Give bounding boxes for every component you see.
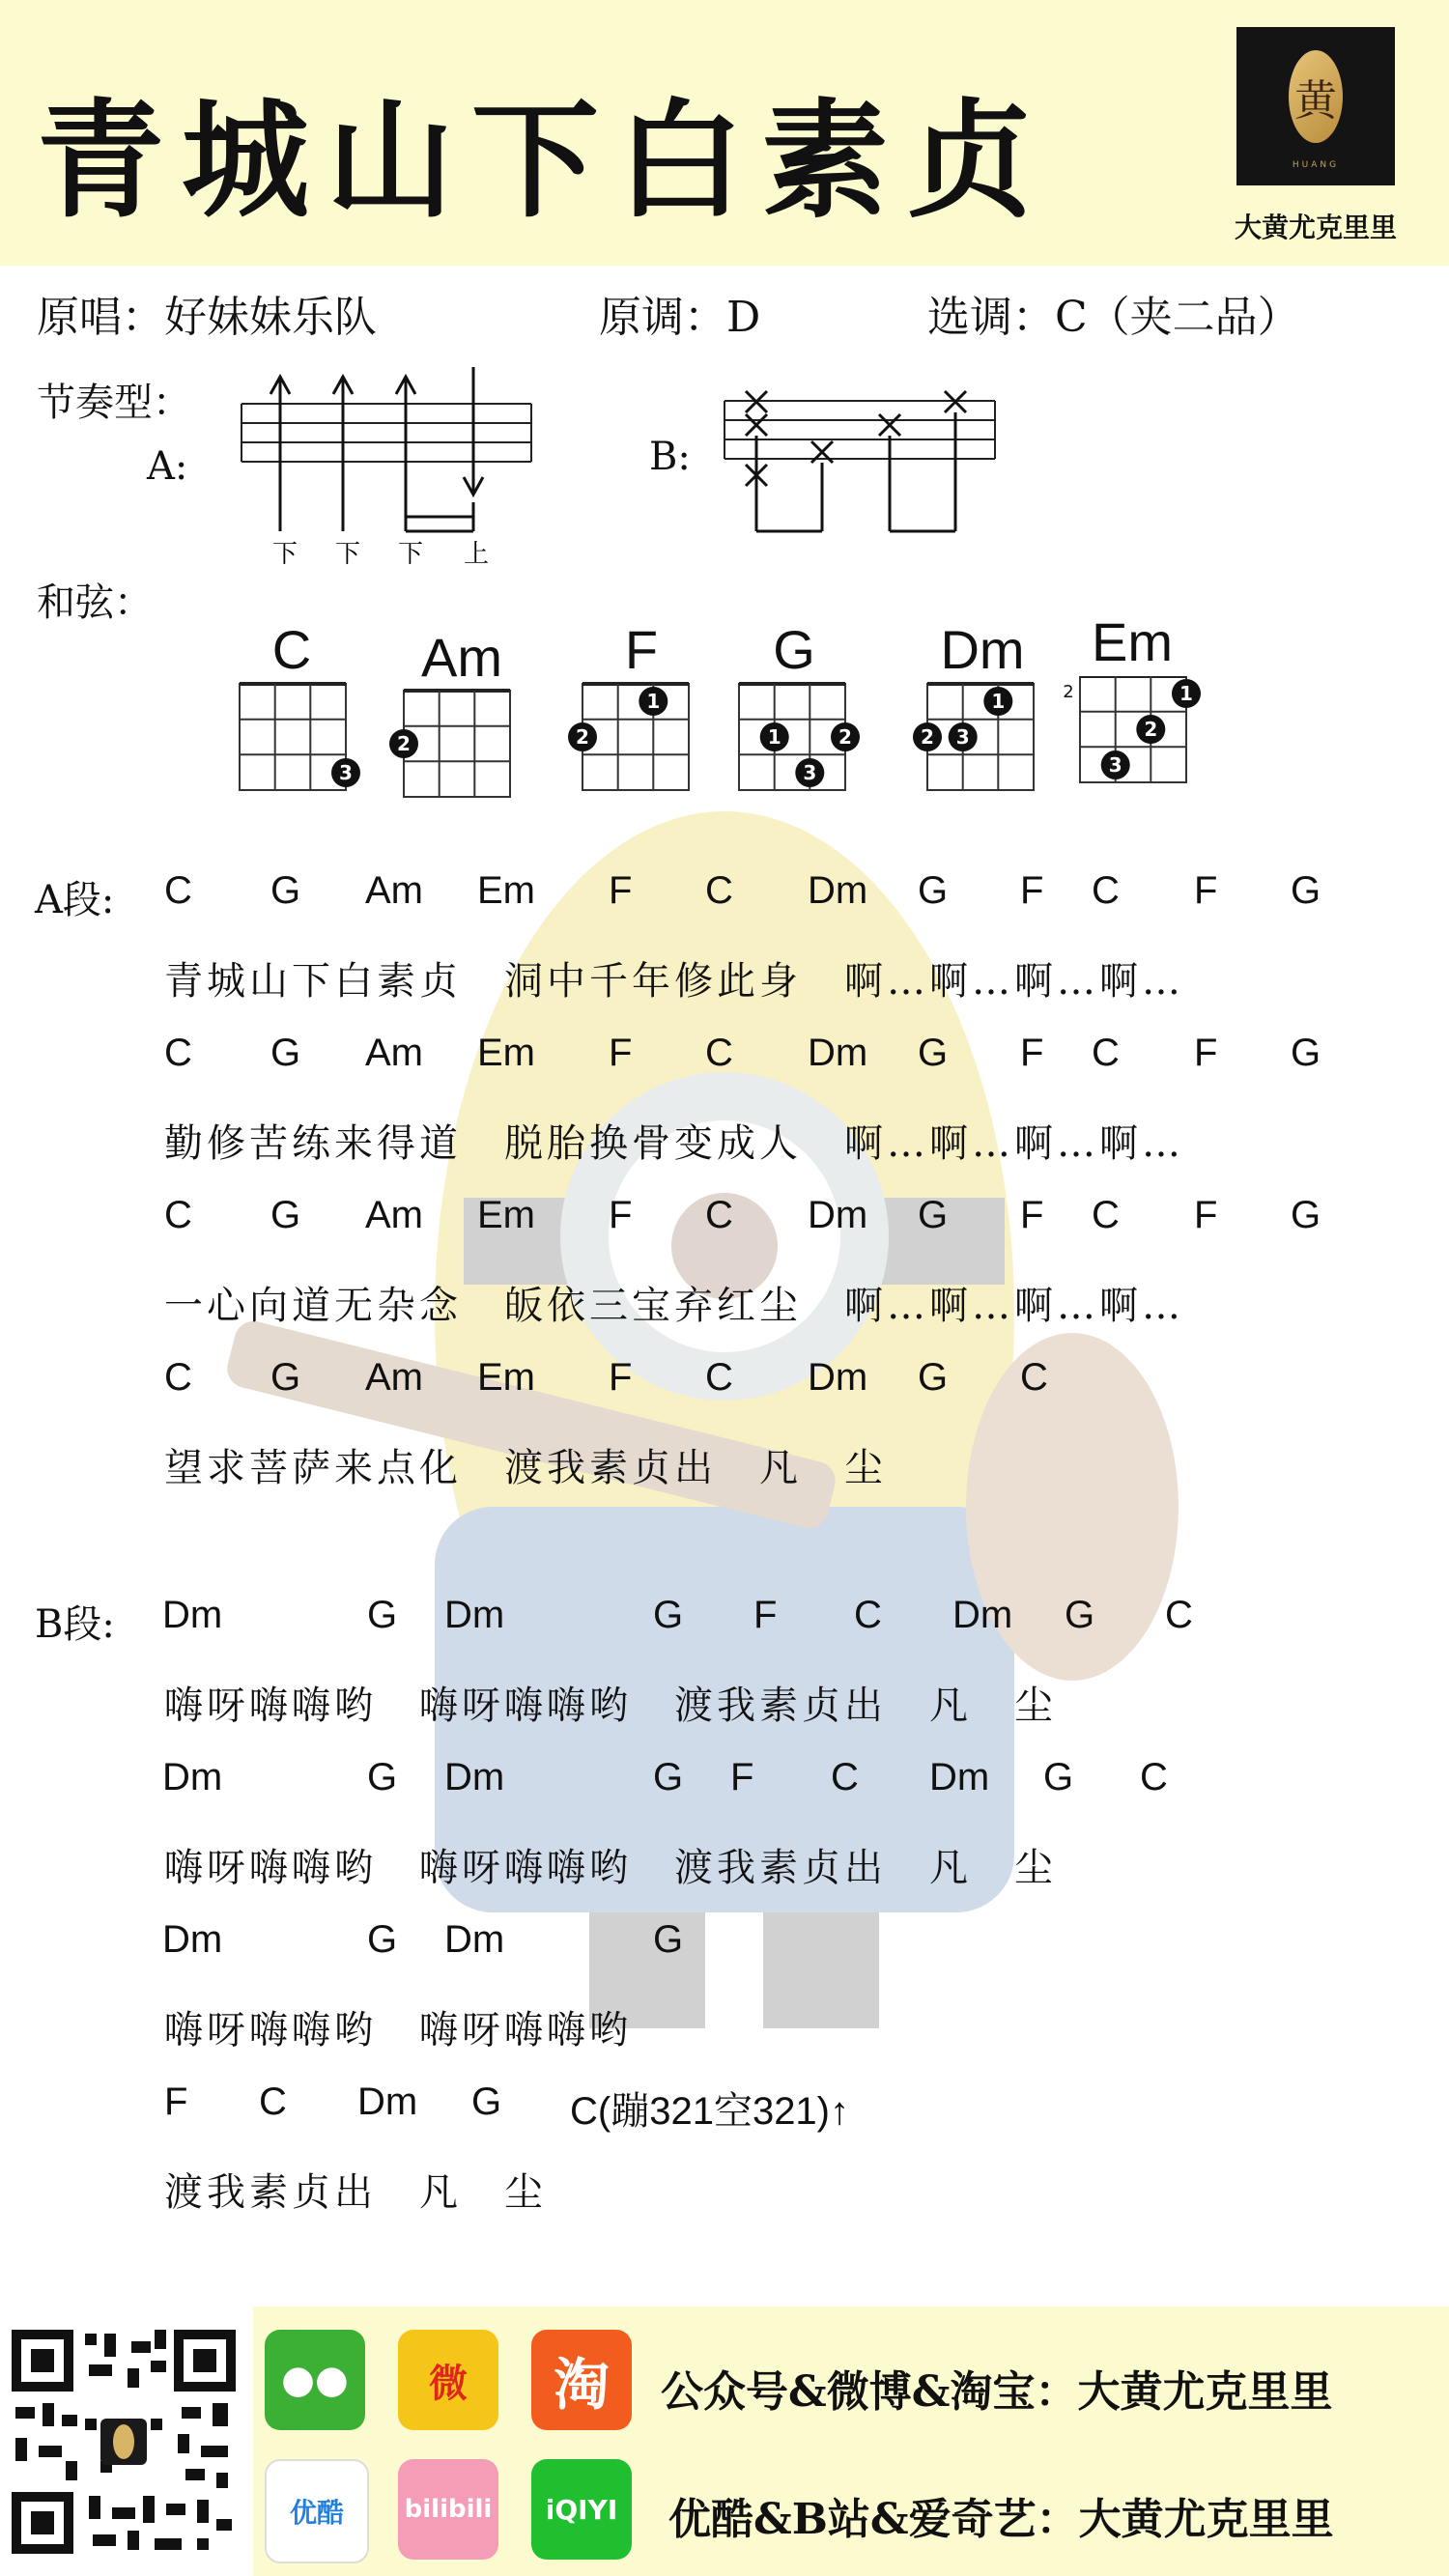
section-b-chord: G	[367, 1594, 398, 1636]
section-b-chord: Dm	[357, 2081, 418, 2123]
section-a-chord: G	[1291, 869, 1321, 912]
section-b-chord: Dm	[444, 1594, 505, 1636]
section-a-chord: C	[164, 1032, 192, 1074]
section-a-chord: F	[609, 869, 633, 912]
rhythm-a-label: A:	[147, 444, 188, 489]
chord-name-em: Em	[1092, 611, 1173, 672]
stroke-label-4: 上	[464, 540, 490, 569]
section-b-chord: Dm	[162, 1756, 223, 1798]
em-fret-marker: 2	[1063, 682, 1074, 702]
section-a-lyric-line: 望求菩萨来点化 渡我素贞出 凡 尘	[164, 1446, 887, 1490]
section-a-chord: F	[1194, 1194, 1218, 1236]
rhythm-b-label: B:	[649, 435, 691, 479]
chord-name-dm: Dm	[940, 619, 1025, 680]
section-b-chord: F	[164, 2081, 188, 2123]
section-b-lyric-line: 嗨呀嗨嗨哟 嗨呀嗨嗨哟 渡我素贞出 凡 尘	[164, 1846, 1057, 1890]
finger-f-2: 2	[576, 725, 589, 749]
chord-diagram-g	[739, 684, 860, 790]
chord-name-g: G	[773, 619, 815, 680]
section-a-label: A段:	[35, 878, 115, 922]
section-a-chord: C	[164, 1356, 192, 1399]
wechat-icon[interactable]	[265, 2330, 365, 2430]
section-a-chord: G	[918, 869, 949, 912]
section-b-chord: Dm	[444, 1918, 505, 1961]
section-a-chord: Am	[365, 1032, 423, 1074]
rhythm-pattern-b	[715, 372, 1005, 546]
section-b-chord: G	[471, 2081, 502, 2123]
finger-c-3: 3	[339, 761, 353, 784]
section-a-chord: C	[705, 1032, 733, 1074]
section-a-chord: F	[1020, 869, 1044, 912]
qr-code	[8, 2326, 240, 2558]
chord-diagram-c	[240, 684, 360, 790]
section-a-chord: G	[1291, 1032, 1321, 1074]
chord-name-am: Am	[421, 627, 502, 688]
section-b-chord: G	[367, 1756, 398, 1798]
chord-diagram-am	[389, 691, 510, 797]
section-b-chord: G	[653, 1756, 684, 1798]
section-a-chord: Am	[365, 1356, 423, 1399]
section-b-chord: C	[1140, 1756, 1168, 1798]
iqiyi-icon-glyph: iQIYI	[545, 2493, 618, 2526]
section-a-lyric-line: 青城山下白素贞 洞中千年修此身 啊…啊…啊…啊…	[164, 959, 1184, 1004]
section-b-chord: C	[854, 1594, 882, 1636]
weibo-icon[interactable]	[398, 2330, 498, 2430]
section-b-chord: C	[831, 1756, 859, 1798]
section-b-lyric-line: 渡我素贞出 凡 尘	[164, 2170, 547, 2215]
section-b-chord: C(蹦321空321)↑	[570, 2090, 850, 2133]
section-a-lyric-line: 一心向道无杂念 皈依三宝弃红尘 啊…啊…啊…啊…	[164, 1284, 1184, 1328]
section-a-chord: C	[1092, 1194, 1120, 1236]
section-a-chord: Dm	[808, 1032, 868, 1074]
section-a-chord: F	[1194, 869, 1218, 912]
chosen-key: 选调：C（夹二品）	[927, 293, 1300, 342]
section-a-chord: C	[1092, 869, 1120, 912]
brand-logo	[1236, 27, 1395, 185]
section-a-chord: F	[1194, 1032, 1218, 1074]
brand-logo-emblem: 黄	[1289, 50, 1343, 143]
section-b-chord: Dm	[162, 1918, 223, 1961]
section-a-chord: Dm	[808, 1356, 868, 1399]
section-b-chord: Dm	[444, 1756, 505, 1798]
section-a-chord: C	[705, 1356, 733, 1399]
section-b-chord: F	[730, 1756, 754, 1798]
chords-label: 和弦：	[37, 580, 153, 625]
finger-em-3: 3	[1108, 753, 1122, 777]
section-a-chord: F	[1020, 1194, 1044, 1236]
taobao-icon[interactable]	[531, 2330, 632, 2430]
section-a-chord: F	[609, 1356, 633, 1399]
section-b-lyric-line: 嗨呀嗨嗨哟 嗨呀嗨嗨哟	[164, 2008, 632, 2052]
section-a-chord: G	[270, 1194, 301, 1236]
bilibili-icon-glyph: bilibili	[404, 2495, 493, 2524]
finger-dm-3: 3	[955, 725, 970, 749]
stroke-label-2: 下	[335, 540, 361, 569]
iqiyi-icon[interactable]	[531, 2459, 632, 2560]
finger-g-1: 1	[767, 725, 781, 749]
section-a-chord: C	[1020, 1356, 1048, 1399]
section-a-chord: G	[270, 1032, 301, 1074]
section-a-chord: F	[1020, 1032, 1044, 1074]
section-a-chord: G	[270, 1356, 301, 1399]
chord-diagram-em	[1063, 676, 1201, 782]
youku-icon[interactable]	[265, 2459, 369, 2563]
finger-am-2: 2	[397, 732, 411, 755]
section-a-chord: F	[609, 1194, 633, 1236]
section-a-chord: Em	[477, 1356, 535, 1399]
chord-name-c: C	[271, 619, 312, 680]
section-a-lyric-line: 勤修苦练来得道 脱胎换骨变成人 啊…啊…啊…啊…	[164, 1121, 1184, 1166]
finger-g-2: 2	[838, 725, 852, 749]
section-a-chord: F	[609, 1032, 633, 1074]
finger-dm-1: 1	[991, 690, 1006, 713]
chord-diagrams	[232, 676, 1217, 811]
brand-logo-caption: HUANG	[1292, 160, 1340, 170]
youku-icon-glyph: 优酷	[289, 2497, 344, 2529]
taobao-icon-glyph: 淘	[553, 2352, 610, 2418]
section-a-chord: C	[164, 869, 192, 912]
weibo-icon-glyph: 微	[429, 2361, 468, 2406]
finger-em-2: 2	[1144, 718, 1158, 741]
section-a-chord: Dm	[808, 1194, 868, 1236]
rhythm-label: 节奏型：	[37, 381, 191, 425]
section-b-chord: G	[1065, 1594, 1095, 1636]
footer-line-2: 优酷&B站&爱奇艺：大黄尤克里里	[668, 2495, 1334, 2544]
original-singer: 原唱：好妹妹乐队	[37, 293, 377, 342]
section-a-chord: C	[164, 1194, 192, 1236]
wechat-icon-glyph: ●●	[281, 2358, 349, 2402]
section-b-chord: G	[653, 1594, 684, 1636]
section-a-chord: Am	[365, 869, 423, 912]
chord-diagram-f	[568, 684, 689, 790]
bilibili-icon[interactable]	[398, 2459, 498, 2560]
section-b-label: B段:	[35, 1602, 115, 1647]
section-a-chord: G	[918, 1194, 949, 1236]
section-b-chord: C	[259, 2081, 287, 2123]
finger-g-3: 3	[803, 761, 817, 784]
section-b-chord: G	[367, 1918, 398, 1961]
original-key: 原调：D	[599, 293, 761, 342]
section-a-chord: Am	[365, 1194, 423, 1236]
chord-name-f: F	[624, 619, 659, 680]
stroke-label-1: 下	[272, 540, 298, 569]
finger-dm-2: 2	[921, 725, 934, 749]
section-b-chord: F	[753, 1594, 778, 1636]
rhythm-pattern-a	[232, 357, 551, 570]
section-b-chord: G	[653, 1918, 684, 1961]
stroke-label-3: 下	[398, 540, 424, 569]
section-b-chord: C	[1165, 1594, 1193, 1636]
footer-line-1: 公众号&微博&淘宝：大黄尤克里里	[661, 2367, 1333, 2417]
section-b-chord: Dm	[952, 1594, 1013, 1636]
section-a-chord: Em	[477, 869, 535, 912]
section-b-chord: Dm	[162, 1594, 223, 1636]
section-a-chord: Dm	[808, 869, 868, 912]
finger-em-1: 1	[1179, 682, 1193, 705]
section-a-chord: C	[705, 1194, 733, 1236]
section-a-chord: G	[918, 1032, 949, 1074]
brand-name: 大黄尤克里里	[1234, 212, 1397, 243]
section-a-chord: C	[705, 869, 733, 912]
section-a-chord: C	[1092, 1032, 1120, 1074]
chord-diagram-dm	[913, 684, 1034, 790]
section-a-chord: G	[270, 869, 301, 912]
song-title: 青城山下白素贞	[37, 86, 1051, 236]
section-b-chord: G	[1043, 1756, 1074, 1798]
finger-f-1: 1	[646, 690, 661, 713]
section-b-chord: Dm	[929, 1756, 990, 1798]
section-a-chord: Em	[477, 1194, 535, 1236]
section-b-lyric-line: 嗨呀嗨嗨哟 嗨呀嗨嗨哟 渡我素贞出 凡 尘	[164, 1684, 1057, 1728]
section-a-chord: Em	[477, 1032, 535, 1074]
section-a-chord: G	[918, 1356, 949, 1399]
section-a-chord: G	[1291, 1194, 1321, 1236]
